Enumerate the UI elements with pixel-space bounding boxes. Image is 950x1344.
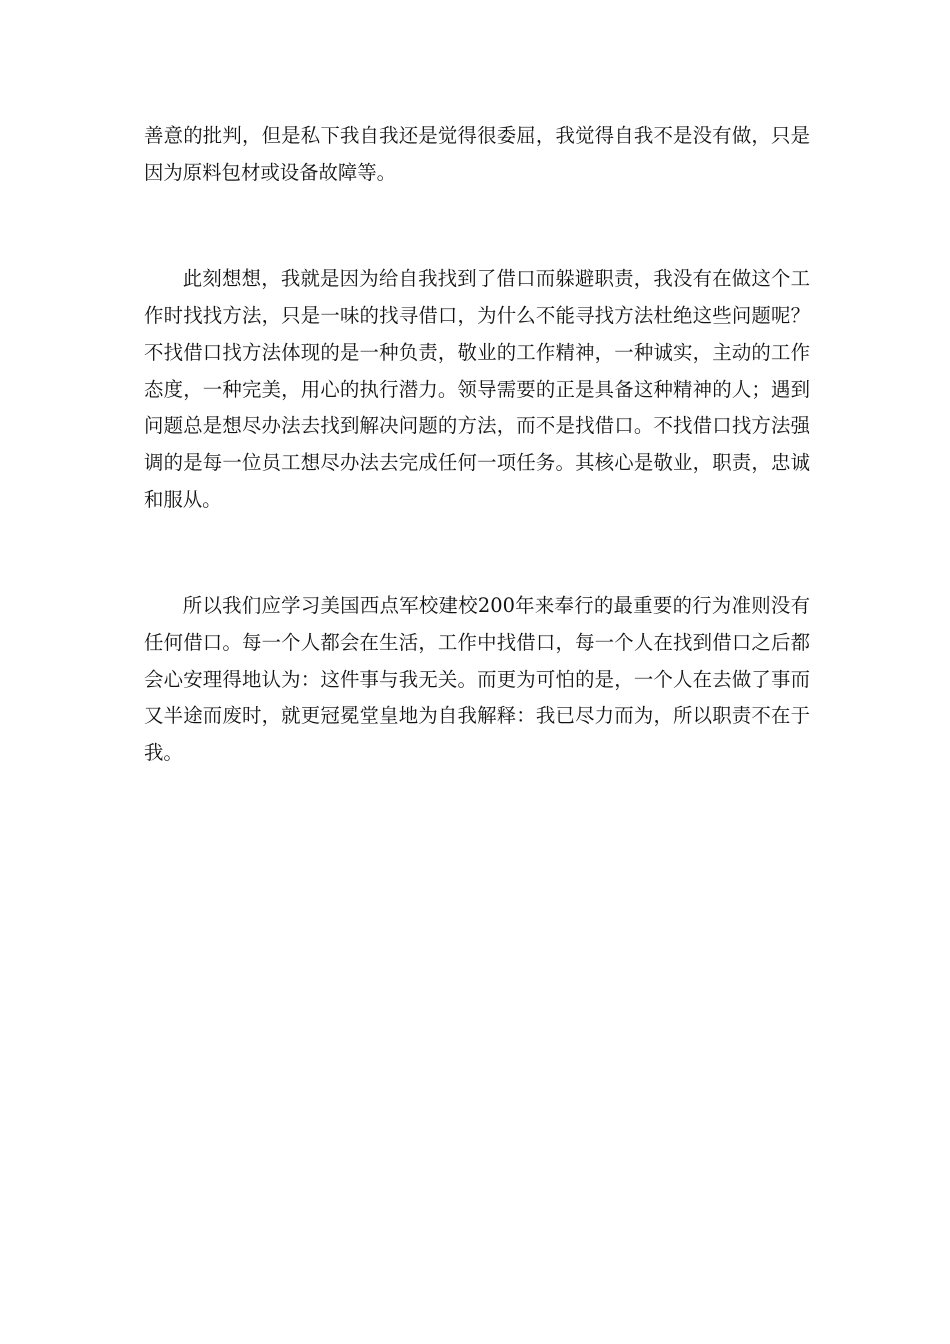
paragraph-spacer: [144, 518, 810, 588]
paragraph-2: 此刻想想，我就是因为给自我找到了借口而躲避职责，我没有在做这个工作时找找方法，只是一味的找寻借口，为什么不能寻找方法杜绝这些问题呢？不找借口找方法体现的是一种负责，敬业的工作精神，一种诚实，主动的工作态度，一种完美，用心的执行潜力。领导需要的正是具备这种精神的人；遇到问题总是想尽办法去找到解决问题的方法，而不是找借口。不找借口找方法强调的是每一位员工想尽办法去完成任何一项任务。其核心是敬业，职责，忠诚和服从。: [144, 267, 810, 511]
paragraph-3: 所以我们应学习美国西点军校建校200年来奉行的最重要的行为准则没有任何借口。每一个人都会在生活，工作中找借口，每一个人在找到借口之后都会心安理得地认为：这件事与我无关。而更为可怕的是，一个人在去做了事而又半途而废时，就更冠冕堂皇地为自我解释：我已尽力而为，所以职责不在于我。: [144, 594, 810, 765]
paragraph-spacer: [144, 191, 810, 261]
paragraph-1: 善意的批判，但是私下我自我还是觉得很委屈，我觉得自我不是没有做，只是因为原料包材或设备故障等。: [144, 124, 810, 184]
document-body: [144, 118, 810, 772]
